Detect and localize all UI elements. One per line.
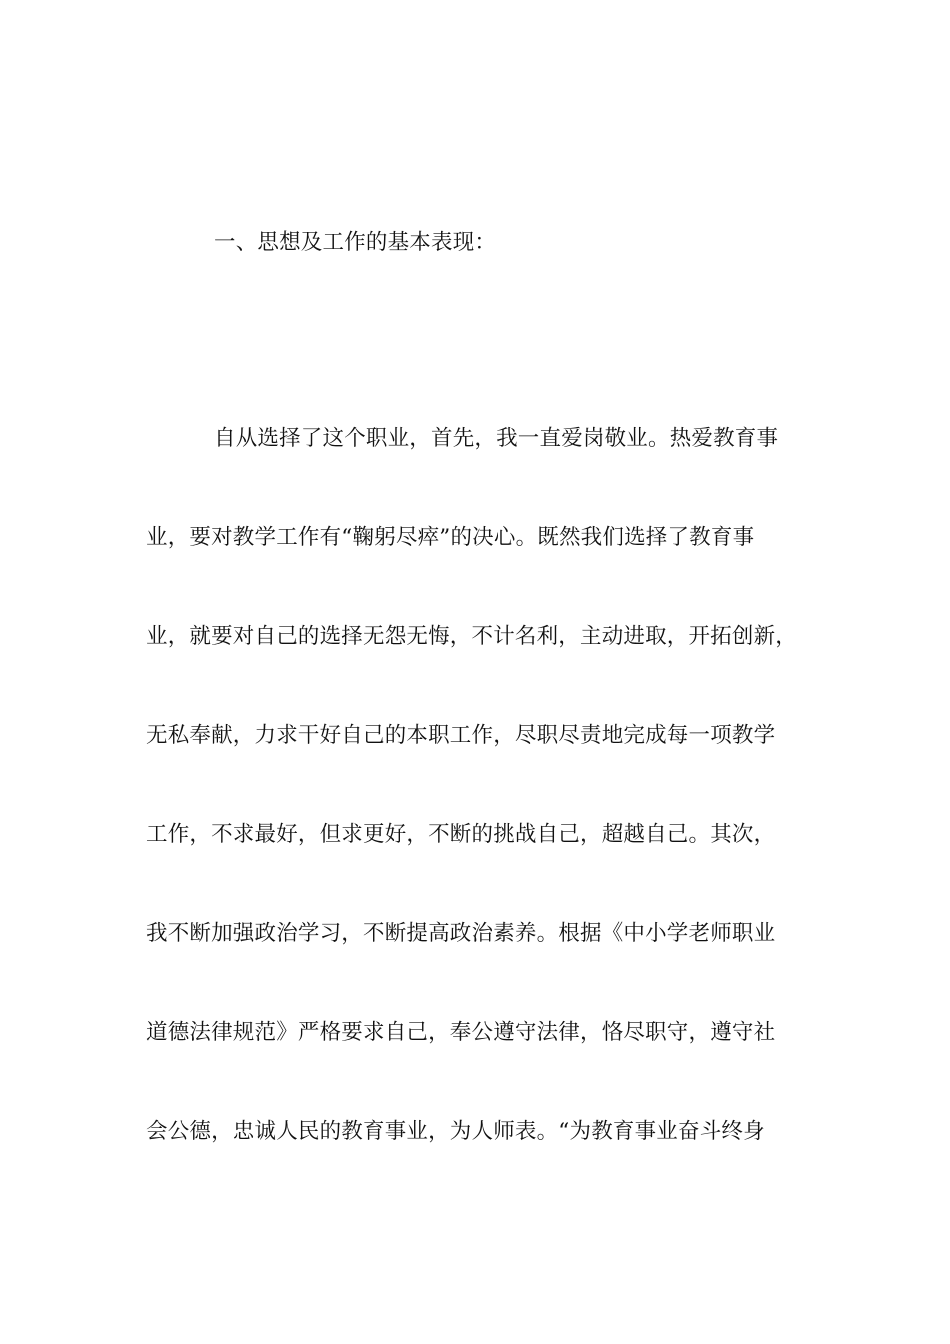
paragraph-line: 工作，不求最好，但求更好，不断的挑战自己，超越自己。其次， bbox=[146, 822, 776, 847]
paragraph-line: 业，要对教学工作有“鞠躬尽瘁”的决心。既然我们选择了教育事 bbox=[146, 525, 755, 550]
paragraph-line: 自从选择了这个职业，首先，我一直爱岗敬业。热爱教育事 bbox=[214, 426, 779, 451]
paragraph-line: 无私奉献，力求干好自己的本职工作，尽职尽责地完成每一项教学 bbox=[146, 723, 776, 748]
section-heading: 一、思想及工作的基本表现： bbox=[214, 230, 497, 255]
paragraph-line: 我不断加强政治学习，不断提高政治素养。根据《中小学老师职业 bbox=[146, 921, 776, 946]
paragraph-line: 会公德，忠诚人民的教育事业，为人师表。“为教育事业奋斗终身 bbox=[146, 1119, 765, 1144]
paragraph-line: 道德法律规范》严格要求自己，奉公遵守法律，恪尽职守，遵守社 bbox=[146, 1020, 776, 1045]
paragraph-line: 业，就要对自己的选择无怨无悔，不计名利，主动进取，开拓创新， bbox=[146, 624, 798, 649]
